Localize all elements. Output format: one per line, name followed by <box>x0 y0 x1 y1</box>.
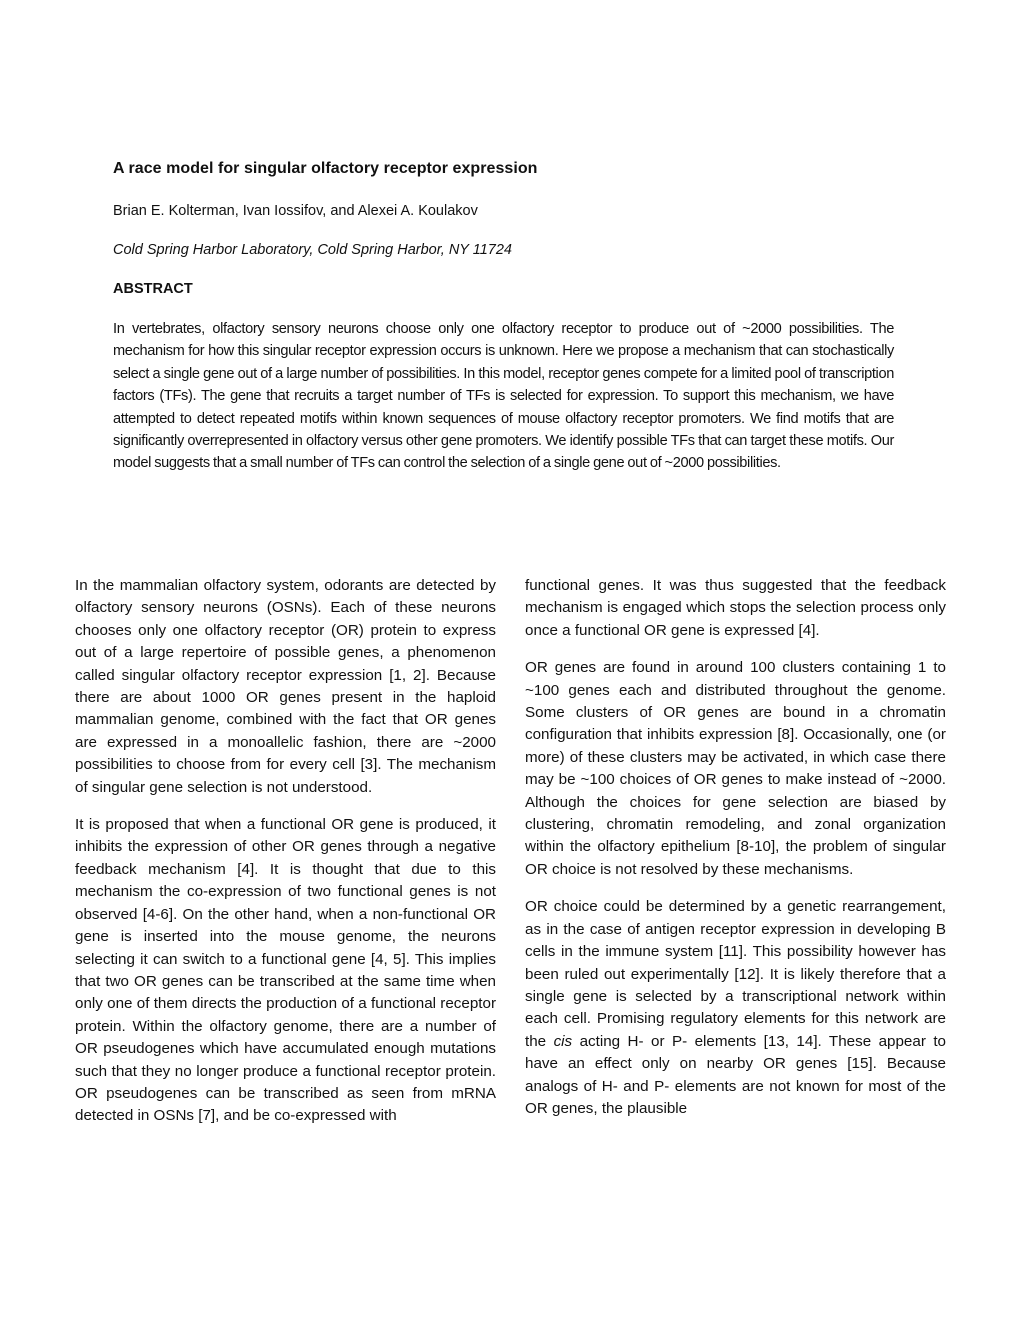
abstract-heading: ABSTRACT <box>113 281 193 297</box>
paragraph-text: OR choice could be determined by a genetic rearrangement, as in the case of antigen receptor expression in developing B cells in the immune system [11]. This possibility however has been ruled out experimentally [12]. It is likely therefore that a single gene is selected by a transcriptional network within each cell. Promising regulatory elements for this network are the <box>525 898 946 1050</box>
paper-title: A race model for singular olfactory receptor expression <box>113 160 538 177</box>
body-column-left <box>75 575 496 1128</box>
paragraph-intro: In the mammalian olfactory system, odorants are detected by olfactory sensory neurons (OSNs). Each of these neurons chooses only one olfactory receptor (OR) protein to express out of a large repertoire of possible genes, a phenomenon called singular olfactory receptor expression [1, 2]. Because there are about 1000 OR genes present in the haploid mammalian genome, combined with the fact that OR genes are expressed in a monoallelic fashion, there are ~2000 possibilities to choose from for every cell [3]. The mechanism of singular gene selection is not understood. <box>75 577 496 796</box>
body-column-right <box>525 575 946 1120</box>
affiliation: Cold Spring Harbor Laboratory, Cold Spring Harbor, NY 11724 <box>113 242 512 258</box>
paragraph-clusters: OR genes are found in around 100 clusters containing 1 to ~100 genes each and distributed throughout the genome. Some clusters of OR genes are bound in a chromatin configuration that inhibits expression [8]. Occasionally, one (or more) of these clusters may be activated, in which case there may be ~100 choices of OR genes to make instead of ~2000. Although the choices for gene selection are biased by clustering, chromatin remodeling, and zonal organization within the olfactory epithelium [8-10], the problem of singular OR choice is not resolved by these mechanisms. <box>525 659 946 878</box>
paragraph-feedback: It is proposed that when a functional OR gene is produced, it inhibits the expression of other OR genes through a negative feedback mechanism [4]. It is thought that due to this mechanism the co-expression of two functional genes is not observed [4-6]. On the other hand, when a non-functional OR gene is inserted into the mouse genome, the neurons selecting it can switch to a functional gene [4, 5]. This implies that two OR genes can be transcribed at the same time when only one of them directs the production of a functional receptor protein. Within the olfactory genome, there are a number of OR pseudogenes which have accumulated enough mutations such that they no longer produce a functional receptor protein. OR pseudogenes can be transcribed as seen from mRNA detected in OSNs [7], and be co-expressed with <box>75 816 496 1125</box>
paragraph-or-choice <box>525 896 946 1120</box>
paragraph-text: acting H- or P- elements [13, 14]. These appear to have an effect only on nearby OR genes [15]. Because analogs of H- and P- elements are not known for most of the OR genes, the plausible <box>525 1032 946 1117</box>
italic-term: cis <box>553 1032 573 1050</box>
author-list: Brian E. Kolterman, Ivan Iossifov, and Alexei A. Koulakov <box>113 203 478 219</box>
abstract-text: In vertebrates, olfactory sensory neurons choose only one olfactory receptor to produce out of ~2000 possibilities. The mechanism for how this singular receptor expression occurs is unknown. Here we propose a mechanism that can stochastically select a single gene out of a large number of possibilities. In this model, receptor genes compete for a limited pool of transcription factors (TFs). The gene that recruits a target number of TFs is selected for expression. To support this mechanism, we have attempted to detect repeated motifs within known sequences of mouse olfactory receptor promoters. We find motifs that are significantly overrepresented in olfactory versus other gene promoters. We identify possible TFs that can target these motifs. Our model suggests that a small number of TFs can control the selection of a single gene out of ~2000 possibilities. <box>113 321 894 472</box>
paragraph-continued: functional genes. It was thus suggested that the feedback mechanism is engaged which stops the selection process only once a functional OR gene is expressed [4]. <box>525 577 946 639</box>
